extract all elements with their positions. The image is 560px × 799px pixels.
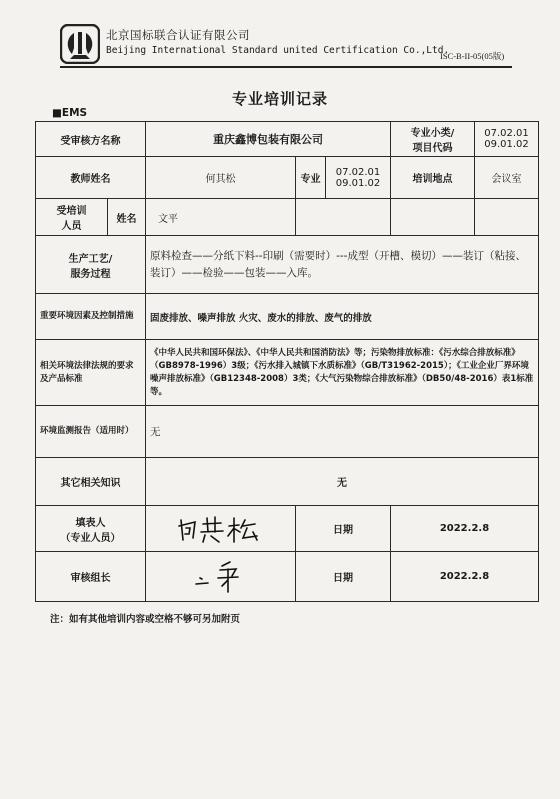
header-divider <box>60 66 512 68</box>
process-label <box>36 236 146 294</box>
process-text: 原料检查——分纸下料--印刷（需要时）---成型（开槽、模切）——装订（粘接、装订）——检验——包装——入库。 <box>150 249 526 279</box>
table-row <box>36 406 539 458</box>
table-row <box>36 122 539 157</box>
org-name-cn: 北京国标联合认证有限公司 <box>106 28 250 42</box>
document-number: ISC-B-II-05(05版) <box>440 51 505 61</box>
table-row <box>36 236 539 294</box>
team-leader-signature <box>146 552 296 602</box>
regulations-label: 相关环境法律法规的要求及产品标准 <box>36 340 146 406</box>
auditee-name-label: 受审核方名称 <box>36 122 146 157</box>
process-label-line2: 服务过程 <box>70 268 111 280</box>
filler-signature <box>146 506 296 552</box>
page-title: 专业培训记录 <box>231 90 328 108</box>
table-row <box>36 506 539 552</box>
monitoring-report-value: 无 <box>146 406 539 458</box>
code-value <box>475 122 539 157</box>
other-knowledge-value: 无 <box>146 458 539 506</box>
auditee-name-value: 重庆鑫博包装有限公司 <box>146 122 391 157</box>
regulations-value: 《中华人民共和国环保法》、《中华人民共和国消防法》等；污染物排放标准：《污水综合排放标准》（GB8978-1996）3级；《污水排入城镇下水质标准》（GB/T31962-2015）；《工业企业厂界环境噪声排放标准》（GB12348-2008）3类；《大气污染物综合排放标准》（DB50/48-2016）表1标准等。 <box>146 340 539 406</box>
filler-label-line2: （专业人员） <box>60 532 121 544</box>
location-value: 会议室 <box>475 157 539 199</box>
process-label-line1: 生产工艺/ <box>68 253 113 265</box>
code-value-1: 07.02.01 <box>484 128 529 139</box>
major-code <box>326 157 391 199</box>
company-logo <box>60 24 100 64</box>
code-label-line2: 项目代码 <box>412 143 453 154</box>
training-record-table <box>35 121 539 602</box>
major-code-2: 09.01.02 <box>335 177 381 189</box>
empty-cell <box>296 199 391 236</box>
team-leader-label: 审核组长 <box>36 552 146 602</box>
empty-cell <box>475 199 539 236</box>
env-factors-label: 重要环境因素及控制措施 <box>36 294 146 340</box>
process-value <box>146 236 539 294</box>
leader-date-value: 2022.2.8 <box>391 552 539 602</box>
trainee-label-line2: 人员 <box>61 221 82 232</box>
table-row <box>36 340 539 406</box>
footer-note: 注：如有其他培训内容或空格不够可另加附页 <box>50 614 241 625</box>
filler-date-label: 日期 <box>296 506 391 552</box>
filler-date-value: 2022.2.8 <box>391 506 539 552</box>
monitoring-report-label: 环境监测报告（适用时） <box>36 406 146 458</box>
trainee-label-line1: 受培训 <box>56 206 87 217</box>
handwritten-signature <box>173 512 269 546</box>
code-label <box>391 122 475 157</box>
ems-label: ■EMS <box>52 107 88 119</box>
trainee-name-label: 姓名 <box>108 199 146 236</box>
table-row <box>36 458 539 506</box>
major-label: 专业 <box>296 157 326 199</box>
filler-label-line1: 填表人 <box>75 517 106 529</box>
org-name-en: Beijing International Standard united Certification Co.,Ltd. <box>106 45 450 56</box>
other-knowledge-label: 其它相关知识 <box>36 458 146 506</box>
leader-date-label: 日期 <box>296 552 391 602</box>
trainee-name-value: 文平 <box>146 199 296 236</box>
teacher-name-value: 何其松 <box>146 157 296 199</box>
env-factors-value: 固废排放、噪声排放 火灾、废水的排放、废气的排放 <box>146 294 539 340</box>
table-row <box>36 294 539 340</box>
table-row <box>36 157 539 199</box>
empty-cell <box>391 199 475 236</box>
table-row <box>36 199 539 236</box>
code-value-2: 09.01.02 <box>484 139 529 150</box>
handwritten-signature <box>186 558 256 596</box>
table-row <box>36 552 539 602</box>
teacher-name-label: 教师姓名 <box>36 157 146 199</box>
trainee-label <box>36 199 108 236</box>
major-code-1: 07.02.01 <box>335 166 381 178</box>
code-label-line1: 专业小类/ <box>410 128 455 139</box>
location-label: 培训地点 <box>391 157 475 199</box>
filler-label <box>36 506 146 552</box>
